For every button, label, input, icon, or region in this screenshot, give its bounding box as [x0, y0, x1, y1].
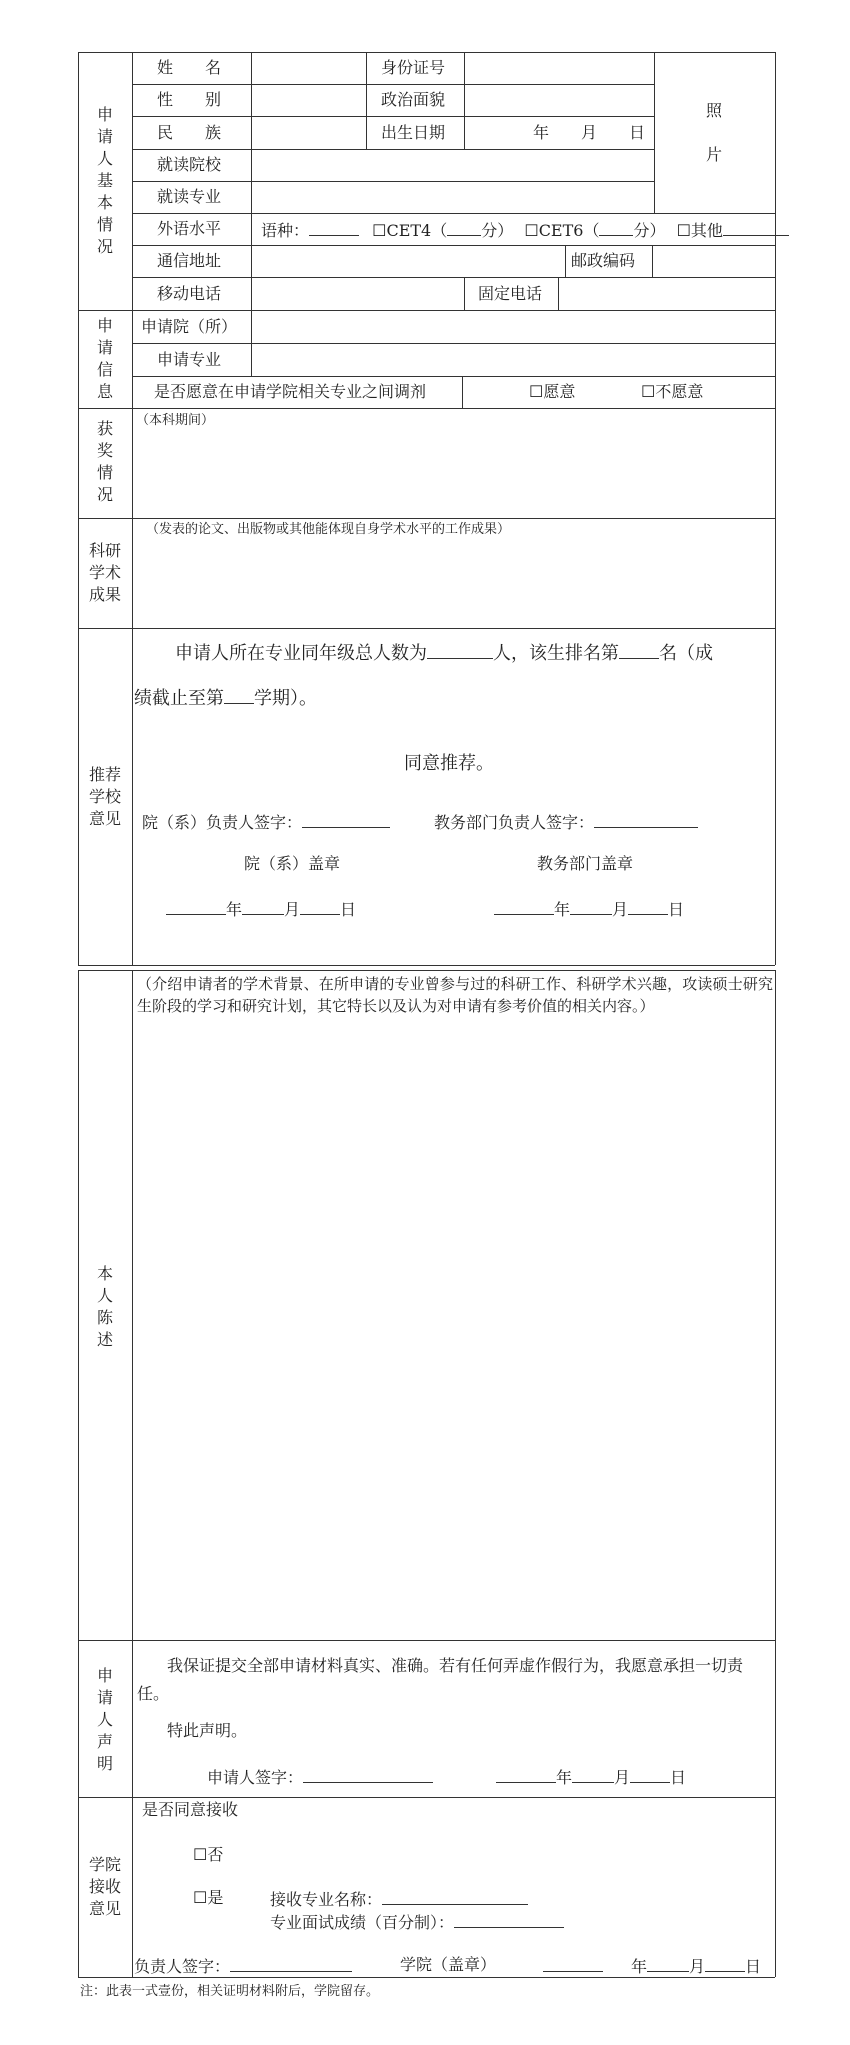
dept-date: 年 月 日 [166, 900, 356, 918]
declaration-date: 年 月 日 [496, 1768, 686, 1786]
declaration-special: 特此声明。 [167, 1721, 248, 1740]
postcode-label: 邮政编码 [571, 251, 636, 270]
acceptance-question: 是否同意接收 [142, 1800, 239, 1819]
dept-sign: 院（系）负责人签字： [142, 813, 390, 831]
ethnicity-label: 民 族 [157, 123, 222, 142]
transfer-question: 是否愿意在申请学院相关专业之间调剂 [154, 382, 427, 401]
awards-section-label: 获 奖 情 况 [96, 419, 113, 504]
mobile-label: 移动电话 [157, 284, 222, 303]
recommend-line2: 绩截止至第 学期）。 [134, 688, 317, 709]
language-level-label: 外语水平 [157, 219, 222, 238]
recommend-line1: 申请人所在专业同年级总人数为 人，该生排名第 名（成 [175, 643, 713, 664]
acceptance-yes-checkbox[interactable]: ☐是 [193, 1888, 224, 1907]
unwilling-checkbox[interactable]: ☐不愿意 [641, 382, 704, 401]
awards-hint: （本科期间） [136, 413, 215, 428]
research-hint: （发表的论文、出版物或其他能体现自身学术水平的工作成果） [146, 522, 511, 537]
research-section-label: 科研 学术 成果 [88, 541, 121, 604]
language-options: 语种： ☐CET4（ 分） ☐CET6（ 分） ☐其他 [261, 221, 789, 239]
declaration-sign: 申请人签字： [207, 1768, 433, 1786]
major-label: 就读专业 [157, 187, 222, 206]
id-number-label: 身份证号 [381, 58, 446, 77]
dept-seal: 院（系）盖章 [244, 854, 341, 873]
apply-major-label: 申请专业 [157, 350, 222, 369]
gender-label: 性 别 [157, 90, 222, 109]
edu-date: 年 月 日 [494, 900, 684, 918]
declaration-section-label: 申 请 人 声 明 [96, 1666, 113, 1773]
acceptance-section-label: 学院 接收 意见 [88, 1855, 121, 1918]
application-info-section-label: 申 请 信 息 [96, 316, 113, 401]
edu-seal: 教务部门盖章 [537, 854, 634, 873]
political-status-label: 政治面貌 [381, 90, 446, 109]
birth-date-value: 年 月 日 [533, 123, 646, 142]
recommend-section-label: 推荐 学校 意见 [88, 765, 121, 828]
basic-info-section-label: 申 请 人 基 本 情 况 [96, 105, 113, 256]
college-seal: 学院（盖章） [400, 1955, 497, 1974]
accepted-major-name: 接收专业名称： [270, 1890, 528, 1908]
birth-date-label: 出生日期 [381, 123, 446, 142]
name-label: 姓 名 [157, 58, 222, 77]
acceptance-no-checkbox[interactable]: ☐否 [193, 1845, 224, 1864]
acceptance-sign: 负责人签字： [134, 1957, 352, 1975]
agree-recommend: 同意推荐。 [404, 753, 494, 774]
willing-checkbox[interactable]: ☐愿意 [529, 382, 576, 401]
footnote: 注：此表一式壹份，相关证明材料附后，学院留存。 [80, 1984, 380, 1999]
acceptance-date: 年 月 日 [543, 1957, 761, 1975]
photo-label: 照 片 [705, 101, 722, 164]
edu-sign: 教务部门负责人签字： [434, 813, 698, 831]
landline-label: 固定电话 [478, 284, 543, 303]
interview-score: 专业面试成绩（百分制）： [270, 1913, 564, 1931]
school-label: 就读院校 [157, 155, 222, 174]
address-label: 通信地址 [157, 251, 222, 270]
statement-hint: （介绍申请者的学术背景、在所申请的专业曾参与过的科研工作、科研学术兴趣，攻读硕士研究生阶段的学习和研究计划，其它特长以及认为对申请有参考价值的相关内容。） [137, 975, 773, 1015]
apply-institute-label: 申请院（所） [141, 317, 238, 336]
statement-section-label: 本 人 陈 述 [96, 1264, 113, 1349]
declaration-text: 我保证提交全部申请材料真实、准确。若有任何弄虚作假行为，我愿意承担一切责任。 [137, 1656, 744, 1703]
